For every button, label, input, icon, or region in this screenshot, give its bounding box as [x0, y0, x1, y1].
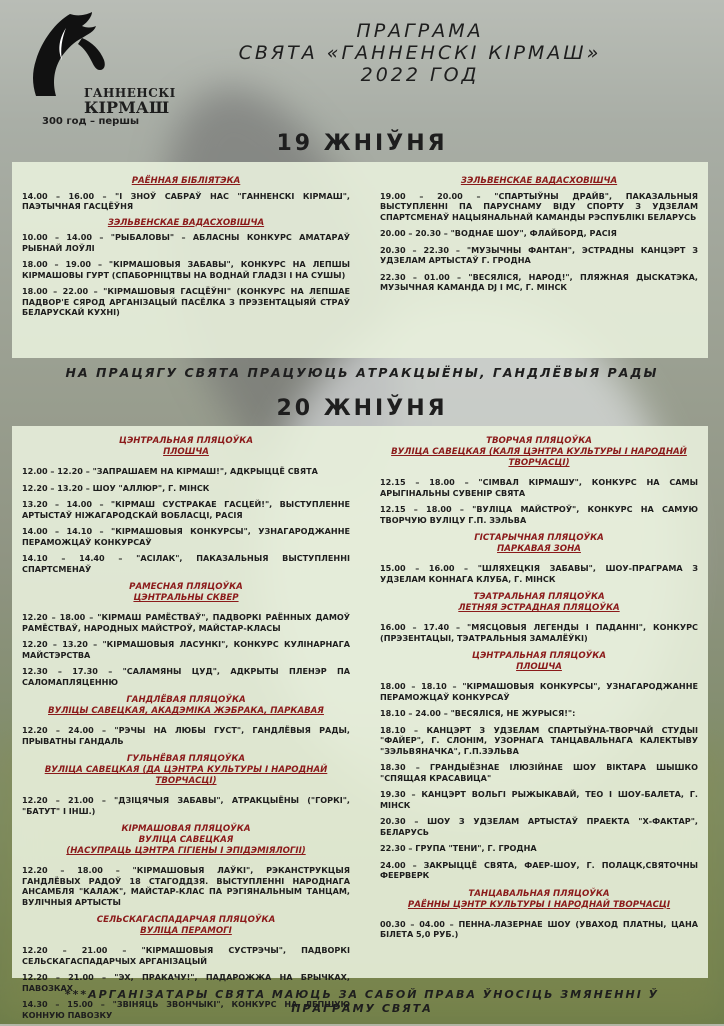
day1-heading: 19 ЖНІЎНЯ	[276, 131, 448, 156]
venue-title: ВУЛІЦА САВЕЦКАЯ	[138, 835, 234, 845]
schedule-item: 18.30 – ГРАНДЫЁЗНАЕ ІЛЮЗІЙНАЕ ШОУ ВІКТАРА ШЫШКО "СПЯЩАЯ КРАСАВИЦА"	[380, 762, 698, 783]
logo-line1: ГАННЕНСКІ	[84, 86, 176, 100]
schedule-item: 00.30 – 04.00 – ПЕННА-ЛАЗЕРНАЕ ШОУ (УВАХОД ПЛАТНЫ, ЦАНА БІЛЕТА 5,0 РУБ.)	[380, 918, 698, 939]
schedule-item: 13.20 – 14.00 – "КІРМАШ СУСТРАКАЕ ГАСЦЕЙ!", ВЫСТУПЛЕННЕ АРТЫСТАЎ НІЖАГАРОДСКАЙ ВОБЛАСЦІ, РАСІЯ	[22, 499, 350, 520]
festival-logo	[22, 8, 176, 130]
day1-panel	[12, 162, 708, 358]
schedule-item: 14.00 – 14.10 – "КІРМАШОВЫЯ КОНКУРСЫ", УЗНАГАРОДЖАННЕ ПЕРАМОЖЦАЎ КОНКУРСАЎ	[22, 526, 350, 547]
day1-right-column	[380, 170, 698, 299]
day2-left-column	[22, 428, 350, 1026]
venue-title: КІРМАШОВАЯ ПЛЯЦОЎКА	[121, 824, 251, 834]
schedule-item: 20.30 – 22.30 – "МУЗЫЧНЫ ФАНТАН", ЭСТРАДНЫ КАНЦЭРТ З УДЗЕЛАМ АРТЫСТАЎ Г. ГРОДНА	[380, 244, 698, 265]
title-line3: 2022 ГОД	[360, 64, 480, 86]
schedule-item: 12.20 – 21.00 – "ДЗІЦЯЧЫЯ ЗАБАВЫ", АТРАКЦЫЁНЫ ("ГОРКІ", "БАТУТ" І ІНШ.)	[22, 795, 350, 816]
venue-location: ВУЛІЦА ПЕРАМОГІ	[140, 926, 232, 936]
schedule-item: 12.30 – 17.30 – "САЛАМЯНЫ ЦУД", АДКРЫТЫ ПЛЕНЭР ПА САЛОМАПЛЯЦЕННЮ	[22, 666, 350, 687]
schedule-item: 10.00 – 14.00 – "РЫБАЛОВЫ" – АБЛАСНЫ КОНКУРС АМАТАРАЎ РЫБНАЙ ЛОЎЛІ	[22, 232, 350, 253]
schedule-item: 12.20 – 13.20 – ШОУ "АЛЛЮР", Г. МІНСК	[22, 482, 210, 493]
venue-title: ЦЭНТРАЛЬНАЯ ПЛЯЦОЎКА	[119, 436, 253, 446]
venue-location: ПАРКАВАЯ ЗОНА	[497, 544, 581, 554]
venue-location: ПЛОШЧА	[163, 447, 209, 457]
venue-heading: ЗЭЛЬВЕНСКАЕ ВАДАСХОВІШЧА	[107, 217, 265, 228]
schedule-item: 18.00 – 22.00 – "КІРМАШОВЫЯ ГАСЦЁЎНІ" (КОНКУРС НА ЛЕПШАЕ ПАДВОР'Е СЯРОД АРГАНІЗАЦЫЙ ПАСЁЛКА З ПРЭЗЕНТАЦЫЯЙ СТРАЎ БЕЛАРУСКАЙ КУХНІ)	[22, 286, 350, 317]
schedule-item: 20.00 – 20.30 – "ВОДНАЕ ШОУ", ФЛАЙБОРД, РАСІЯ	[380, 228, 617, 238]
schedule-item: 18.00 – 18.10 – "КІРМАШОВЫЯ КОНКУРСЫ", УЗНАГАРОДЖАННЕ ПЕРАМОЖЦАЎ КОНКУРСАЎ	[380, 681, 698, 702]
schedule-item: 12.20 – 21.00 – "ЭХ, ПРАКАЧУ!", ПАДАРОЖЖА НА БРЫЧКАХ, ПАВОЗКАХ	[22, 972, 350, 993]
venue-title: РАМЕСНАЯ ПЛЯЦОЎКА	[129, 582, 243, 592]
schedule-item: 22.30 – 01.00 – "ВЕСЯЛІСЯ, НАРОД!", ПЛЯЖНАЯ ДЫСКАТЭКА, МУЗЫЧНАЯ КАМАНДА DJ I MC, Г. МІНСК	[380, 271, 698, 292]
schedule-item: 18.10 – КАНЦЭРТ З УДЗЕЛАМ СПАРТЫЎНА-ТВОРЧАЙ СТУДЫІ "ФАЙЕР", Г. СЛОНІМ, УЗОРНАГА ТАНЦАВАЛЬНАГА КАЛЕКТЫВУ "ЗЭЛЬВЯНАЧКА", Г.П.ЗЭЛЬВА	[380, 724, 698, 756]
venue-location: ЦЭНТРАЛЬНЫ СКВЕР	[133, 593, 239, 603]
schedule-item: 12.20 – 18.00 – "КІРМАШОВЫЯ ЛАЎКІ", РЭКАНСТРУКЦЫЯ ГАНДЛЁВЫХ РАДОЎ 18 СТАГОДДЗЯ. ВЫСТУПЛЕННІ НАРОДНАГА АНСАМБЛЯ "КАЛАЖ", МАЙСТАР-КЛАС ПА РЭГІЯНАЛЬНЫМ ТАНЦАМ, ВУЛІЧНЫЯ АРТЫСТЫ	[22, 865, 350, 907]
venue-title: ТВОРЧАЯ ПЛЯЦОЎКА	[486, 436, 592, 446]
title-line2: СВЯТА «ГАННЕНСКІ КІРМАШ»	[238, 42, 602, 64]
schedule-item: 14.00 – 16.00 – "І ЗНОЎ САБРАЎ НАС "ГАННЕНСКІ КІРМАШ", ПАЭТЫЧНАЯ ГАСЦЁЎНЯ	[22, 190, 350, 211]
day2-right-column	[380, 428, 698, 946]
schedule-item: 14.30 – 15.00 – "ЗВІНЯЦЬ ЗВОНЧЫКІ", КОНКУРС НА ЛЕПШУЮ КОННУЮ ПАВОЗКУ	[22, 999, 350, 1020]
schedule-item: 18.00 – 19.00 – "КІРМАШОВЫЯ ЗАБАВЫ", КОНКУРС НА ЛЕПШЫ КІРМАШОВЫ ГУРТ (СПАБОРНІЦТВЫ НА ВОДНАЙ ГЛАДЗІ І НА СУШЫ)	[22, 259, 350, 280]
logo-line2: КІРМАШ	[84, 98, 170, 117]
schedule-item: 12.15 – 18.00 – "ВУЛІЦА МАЙСТРОЎ", КОНКУРС НА САМУЮ ТВОРЧУЮ ВУЛІЦУ Г.П. ЗЭЛЬВА	[380, 504, 698, 525]
schedule-item: 24.00 – ЗАКРЫЦЦЁ СВЯТА, ФАЕР-ШОУ, Г. ПОЛАЦК,СВЯТОЧНЫ ФЕЕРВЕРК	[380, 859, 698, 880]
schedule-item: 18.10 – 24.00 – "ВЕСЯЛІСЯ, НЕ ЖУРЫСЯ!":	[380, 708, 576, 718]
footer-note: ***АРГАНІЗАТАРЫ СВЯТА МАЮЦЬ ЗА САБОЙ ПРАВА ЎНОСІЦЬ ЗМЯНЕННІ Ў ПРАГРАМУ СВЯТА	[64, 988, 660, 1015]
venue-location: ЛЕТНЯЯ ЭСТРАДНАЯ ПЛЯЦОЎКА	[458, 603, 620, 613]
schedule-item: 16.00 – 17.40 – "МЯСЦОВЫЯ ЛЕГЕНДЫ І ПАДАННІ", КОНКУРС (ПРЭЗЕНТАЦЫІ, ТЭАТРАЛЬНЫЯ ЗАМАЛЁЎКІ)	[380, 622, 698, 643]
venue-title: ГУЛЬНЁВАЯ ПЛЯЦОЎКА	[126, 754, 246, 764]
day2-heading: 20 ЖНІЎНЯ	[276, 396, 448, 421]
venue-title: ГІСТАРЫЧНАЯ ПЛЯЦОЎКА	[474, 533, 604, 543]
schedule-item: 20.30 – ШОУ З УДЗЕЛАМ АРТЫСТАЎ ПРАЕКТА "Х-ФАКТАР", БЕЛАРУСЬ	[380, 816, 698, 837]
venue-heading: РАЁННАЯ БІБЛІЯТЭКА	[131, 176, 241, 186]
venue-heading: ЗЭЛЬВЕНСКАЕ ВАДАСХОВІШЧА	[460, 176, 618, 186]
schedule-item: 12.00 – 12.20 – "ЗАПРАШАЕМ НА КІРМАШ!", АДКРЫЦЦЁ СВЯТА	[22, 466, 318, 476]
venue-title: ТЭАТРАЛЬНАЯ ПЛЯЦОЎКА	[473, 592, 605, 602]
schedule-item: 15.00 – 16.00 – "ШЛЯХЕЦКІЯ ЗАБАВЫ", ШОУ-ПРАГРАМА З УДЗЕЛАМ КОННАГА КЛУБА, Г. МІНСК	[380, 563, 698, 584]
title-line1: ПРАГРАМА	[356, 20, 484, 42]
schedule-item: 14.10 – 14.40 – "АСІЛАК", ПАКАЗАЛЬНЫЯ ВЫСТУПЛЕННІ СПАРТСМЕНАЎ	[22, 553, 350, 574]
schedule-item: 12.20 – 24.00 – "РЭЧЫ НА ЛЮБЫ ГУСТ", ГАНДЛЁВЫЯ РАДЫ, ПРЫВАТНЫ ГАНДАЛЬ	[22, 725, 350, 746]
schedule-item: 22.30 – ГРУПА "ТЕНИ", Г. ГРОДНА	[380, 843, 537, 853]
schedule-item: 12.15 – 18.00 – "СІМВАЛ КІРМАШУ", КОНКУРС НА САМЫ АРЫГІНАЛЬНЫ СУВЕНІР СВЯТА	[380, 477, 698, 498]
venue-location: (НАСУПРАЦЬ ЦЭНТРА ГІГІЕНЫ І ЭПІДЭМІЯЛОГІІ)	[66, 846, 306, 856]
venue-title: ЦЭНТРАЛЬНАЯ ПЛЯЦОЎКА	[472, 651, 606, 661]
schedule-item: 19.30 – КАНЦЭРТ ВОЛЬГІ РЫЖЫКАВАЙ, ТЕО І ШОУ-БАЛЕТА, Г. МІНСК	[380, 789, 698, 810]
venue-location: ВУЛІЦА САВЕЦКАЯ (КАЛЯ ЦЭНТРА КУЛЬТУРЫ І НАРОДНАЙ ТВОРЧАСЦІ)	[391, 447, 687, 468]
venue-location: ВУЛІЦЫ САВЕЦКАЯ, АКАДЭМІКА ЖЭБРАКА, ПАРКАВАЯ	[48, 706, 324, 716]
venue-location: ВУЛІЦА САВЕЦКАЯ (ДА ЦЭНТРА КУЛЬТУРЫ І НАРОДНАЙ ТВОРЧАСЦІ)	[44, 765, 328, 786]
venue-title: СЕЛЬСКАГАСПАДАРЧАЯ ПЛЯЦОЎКА	[96, 915, 276, 925]
venue-location: РАЁННЫ ЦЭНТР КУЛЬТУРЫ І НАРОДНАЙ ТВОРЧАСЦІ	[407, 899, 671, 910]
venue-title: ТАНЦАВАЛЬНАЯ ПЛЯЦОЎКА	[468, 888, 610, 899]
day1-left-column	[22, 170, 350, 324]
schedule-item: 12.20 – 13.20 – "КІРМАШОВЫЯ ЛАСУНКІ", КОНКУРС КУЛІНАРНАГА МАЙСТЭРСТВА	[22, 639, 350, 660]
page-title	[200, 20, 640, 86]
logo-tagline: 300 год – першы	[42, 116, 140, 127]
schedule-item: 19.00 – 20.00 – "СПАРТЫЎНЫ ДРАЙВ", ПАКАЗАЛЬНЫЯ ВЫСТУПЛЕННІ ПА ПАРУСНАМУ ВІДУ СПОРТУ З УДЗЕЛАМ СПАРТСМЕНАЎ НАЦЫЯНАЛЬНАЙ КАМАНДЫ РЭСПУБЛІКІ БЕЛАРУСЬ	[380, 190, 698, 222]
schedule-item: 12.20 – 21.00 – "КІРМАШОВЫЯ СУСТРЭЧЫ", ПАДВОРКІ СЕЛЬСКАГАСПАДАРЧЫХ АРГАНІЗАЦЫЙ	[22, 945, 350, 966]
venue-location: ПЛОШЧА	[516, 662, 562, 672]
venue-title: ГАНДЛЁВАЯ ПЛЯЦОЎКА	[126, 695, 246, 705]
attractions-banner: НА ПРАЦЯГУ СВЯТА ПРАЦУЮЦЬ АТРАКЦЫЁНЫ, ГАНДЛЁВЫЯ РАДЫ	[65, 365, 659, 380]
schedule-item: 12.20 – 18.00 – "КІРМАШ РАМЁСТВАЎ", ПАДВОРКІ РАЁННЫХ ДАМОЎ РАМЁСТВАЎ, НАРОДНЫХ МАЙСТРОЎ, МАЙСТАР-КЛАСЫ	[22, 612, 350, 633]
